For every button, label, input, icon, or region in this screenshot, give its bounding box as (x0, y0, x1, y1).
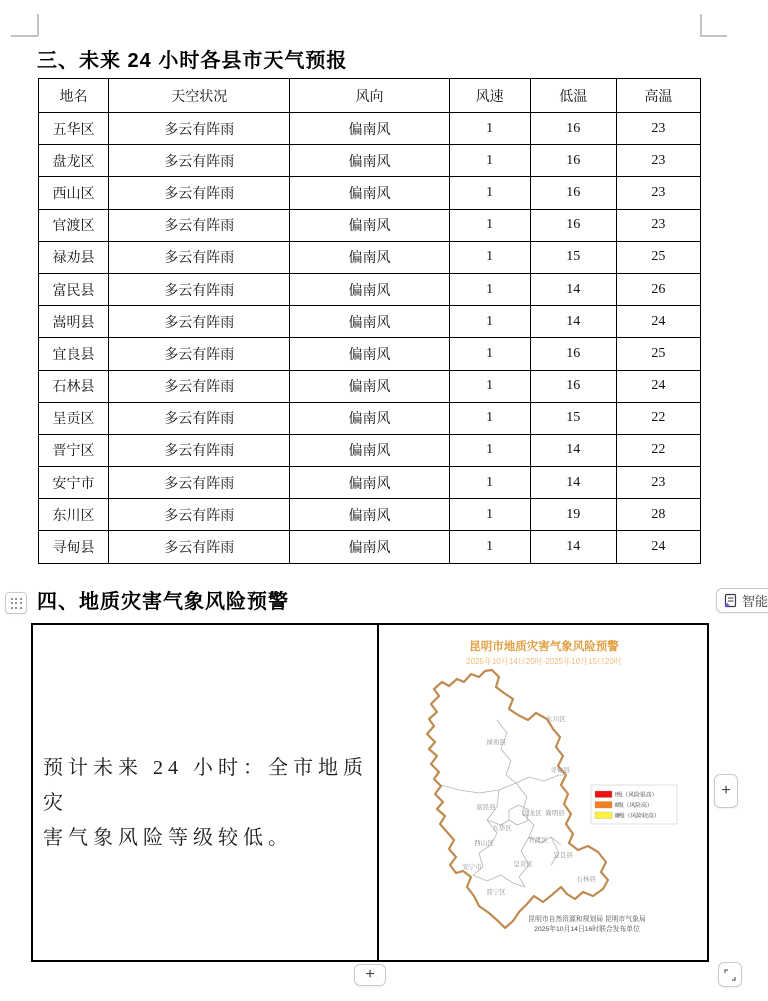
table-cell: 多云有阵雨 (109, 434, 290, 466)
table-cell: 19 (530, 499, 616, 531)
insert-row-button[interactable] (354, 964, 386, 986)
table-cell: 16 (530, 338, 616, 370)
map-district-label: 宜良县 (553, 852, 573, 859)
map-district-labels (462, 714, 596, 896)
risk-summary-line1: 预计未来 24 小时：全市地质灾 (43, 757, 368, 814)
table-header-cell: 地名 (39, 79, 109, 113)
table-cell: 14 (530, 434, 616, 466)
doc-sparkle-icon (723, 593, 738, 608)
table-row (39, 338, 701, 370)
table-cell: 偏南风 (290, 434, 449, 466)
table-cell: 多云有阵雨 (109, 241, 290, 273)
corner-brackets-icon (724, 969, 736, 981)
legend-swatch (595, 802, 612, 809)
map-district-label: 盘龙区 (522, 810, 542, 817)
table-cell: 23 (616, 209, 700, 241)
table-cell: 多云有阵雨 (109, 402, 290, 434)
table-cell: 偏南风 (290, 499, 449, 531)
table-row (39, 499, 701, 531)
table-cell: 23 (616, 177, 700, 209)
map-district-label: 富民县 (476, 804, 496, 811)
table-cell: 多云有阵雨 (109, 209, 290, 241)
map-district-label: 安宁市 (462, 864, 482, 871)
table-row (39, 531, 701, 563)
table-cell: 西山区 (39, 177, 109, 209)
table-cell: 14 (530, 467, 616, 499)
table-cell: 偏南风 (290, 531, 449, 563)
plus-icon: + (721, 782, 731, 799)
table-cell: 26 (616, 273, 700, 305)
table-cell: 多云有阵雨 (109, 338, 290, 370)
table-header-cell: 低温 (530, 79, 616, 113)
table-row (39, 467, 701, 499)
table-cell: 14 (530, 273, 616, 305)
table-cell: 偏南风 (290, 209, 449, 241)
map-district-label: 五华区 (492, 825, 512, 832)
table-cell: 1 (449, 209, 530, 241)
table-cell: 偏南风 (290, 145, 449, 177)
table-cell: 偏南风 (290, 113, 449, 145)
table-cell: 22 (616, 402, 700, 434)
legend-swatch (595, 791, 612, 798)
table-cell: 宜良县 (39, 338, 109, 370)
legend-label: Ⅱ级（风险高） (615, 803, 653, 810)
table-row (39, 370, 701, 402)
table-cell: 富民县 (39, 273, 109, 305)
table-cell: 1 (449, 338, 530, 370)
table-cell: 1 (449, 273, 530, 305)
weather-forecast-table (38, 78, 701, 564)
map-district-label: 呈贡区 (513, 861, 533, 868)
margin-mark-top-left-h (11, 35, 38, 37)
table-cell: 14 (530, 531, 616, 563)
table-cell: 多云有阵雨 (109, 113, 290, 145)
table-cell: 多云有阵雨 (109, 273, 290, 305)
table-cell: 禄劝县 (39, 241, 109, 273)
table-header-cell: 风速 (449, 79, 530, 113)
table-cell: 23 (616, 145, 700, 177)
map-subtitle: 2025年10月14日20时-2025年10月15日20时 (466, 657, 622, 666)
map-city-boundary (427, 670, 608, 928)
table-row (39, 145, 701, 177)
map-district-label: 东川区 (546, 716, 566, 723)
table-cell: 24 (616, 306, 700, 338)
insert-column-button[interactable] (714, 774, 738, 808)
table-cell: 1 (449, 177, 530, 209)
table-cell: 偏南风 (290, 241, 449, 273)
table-row (39, 306, 701, 338)
map-legend (591, 785, 677, 824)
block-drag-handle[interactable] (5, 592, 27, 614)
table-row (39, 273, 701, 305)
table-cell: 1 (449, 434, 530, 466)
expand-table-button[interactable] (718, 962, 742, 987)
table-cell: 呈贡区 (39, 402, 109, 434)
table-cell: 23 (616, 467, 700, 499)
table-cell: 1 (449, 241, 530, 273)
table-cell: 28 (616, 499, 700, 531)
table-row (39, 241, 701, 273)
table-row (39, 113, 701, 145)
map-district-label: 石林县 (576, 876, 596, 883)
risk-summary-line2: 害气象风险等级较低。 (43, 827, 293, 849)
table-cell: 偏南风 (290, 467, 449, 499)
table-cell: 15 (530, 241, 616, 273)
table-cell: 15 (530, 402, 616, 434)
table-cell: 25 (616, 338, 700, 370)
table-cell: 1 (449, 370, 530, 402)
map-district-label: 寻甸县 (550, 767, 570, 774)
table-row (39, 177, 701, 209)
table-cell: 1 (449, 467, 530, 499)
legend-swatch (595, 812, 612, 819)
table-cell: 偏南风 (290, 177, 449, 209)
table-cell: 23 (616, 113, 700, 145)
table-header-cell: 高温 (616, 79, 700, 113)
table-cell: 多云有阵雨 (109, 145, 290, 177)
plus-icon: + (365, 966, 375, 983)
table-cell: 1 (449, 145, 530, 177)
table-cell: 嵩明县 (39, 306, 109, 338)
table-cell: 五华区 (39, 113, 109, 145)
margin-mark-top-right-v (700, 14, 702, 36)
table-header-cell: 天空状况 (109, 79, 290, 113)
table-cell: 多云有阵雨 (109, 370, 290, 402)
legend-label: Ⅰ级（风险很高） (615, 792, 658, 799)
table-cell: 石林县 (39, 370, 109, 402)
table-cell: 25 (616, 241, 700, 273)
table-cell: 东川区 (39, 499, 109, 531)
table-cell: 16 (530, 209, 616, 241)
table-row (39, 434, 701, 466)
table-cell: 16 (530, 370, 616, 402)
table-cell: 多云有阵雨 (109, 177, 290, 209)
map-publish-time: 2025年10月14日16时联合发布单位 (534, 926, 640, 933)
table-row (39, 402, 701, 434)
smart-tools-button[interactable] (716, 588, 768, 613)
table-cell: 偏南风 (290, 306, 449, 338)
map-publisher: 昆明市自然资源和规划局 昆明市气象局 (528, 916, 646, 923)
table-cell: 偏南风 (290, 402, 449, 434)
table-cell: 多云有阵雨 (109, 531, 290, 563)
table-cell: 安宁市 (39, 467, 109, 499)
map-district-label: 晋宁区 (486, 889, 506, 896)
map-district-label: 西山区 (474, 840, 494, 847)
table-cell: 24 (616, 370, 700, 402)
table-cell: 1 (449, 306, 530, 338)
table-cell: 16 (530, 113, 616, 145)
map-district-label: 官渡区 (528, 837, 548, 844)
table-cell: 22 (616, 434, 700, 466)
smart-tools-label: 智能 (742, 594, 768, 609)
table-cell: 偏南风 (290, 273, 449, 305)
table-cell: 晋宁区 (39, 434, 109, 466)
section-heading-geo-risk: 四、地质灾害气象风险预警 (37, 591, 289, 613)
map-district-label: 嵩明县 (545, 810, 565, 817)
map-title: 昆明市地质灾害气象风险预警 (469, 641, 619, 653)
table-cell: 14 (530, 306, 616, 338)
table-cell: 1 (449, 499, 530, 531)
table-cell: 盘龙区 (39, 145, 109, 177)
risk-figure-table (31, 623, 709, 962)
table-cell: 多云有阵雨 (109, 467, 290, 499)
dots-grid-icon (11, 598, 22, 609)
table-cell: 16 (530, 177, 616, 209)
risk-map-image (379, 625, 709, 960)
risk-summary-text (43, 751, 375, 856)
table-cell: 1 (449, 402, 530, 434)
margin-mark-top-right-h (700, 35, 727, 37)
table-cell: 多云有阵雨 (109, 306, 290, 338)
map-district-label: 禄劝县 (486, 739, 506, 746)
table-header-cell: 风向 (290, 79, 449, 113)
table-row (39, 209, 701, 241)
table-cell: 1 (449, 113, 530, 145)
margin-mark-top-left-v (37, 14, 39, 36)
table-header-row (39, 79, 701, 113)
table-cell: 多云有阵雨 (109, 499, 290, 531)
table-cell: 偏南风 (290, 370, 449, 402)
table-cell: 16 (530, 145, 616, 177)
section-heading-weather-forecast: 三、未来 24 小时各县市天气预报 (37, 50, 348, 72)
table-cell: 官渡区 (39, 209, 109, 241)
table-cell: 偏南风 (290, 338, 449, 370)
legend-label: Ⅲ级（风险较高） (615, 813, 660, 820)
table-cell: 寻甸县 (39, 531, 109, 563)
table-cell: 24 (616, 531, 700, 563)
table-cell: 1 (449, 531, 530, 563)
